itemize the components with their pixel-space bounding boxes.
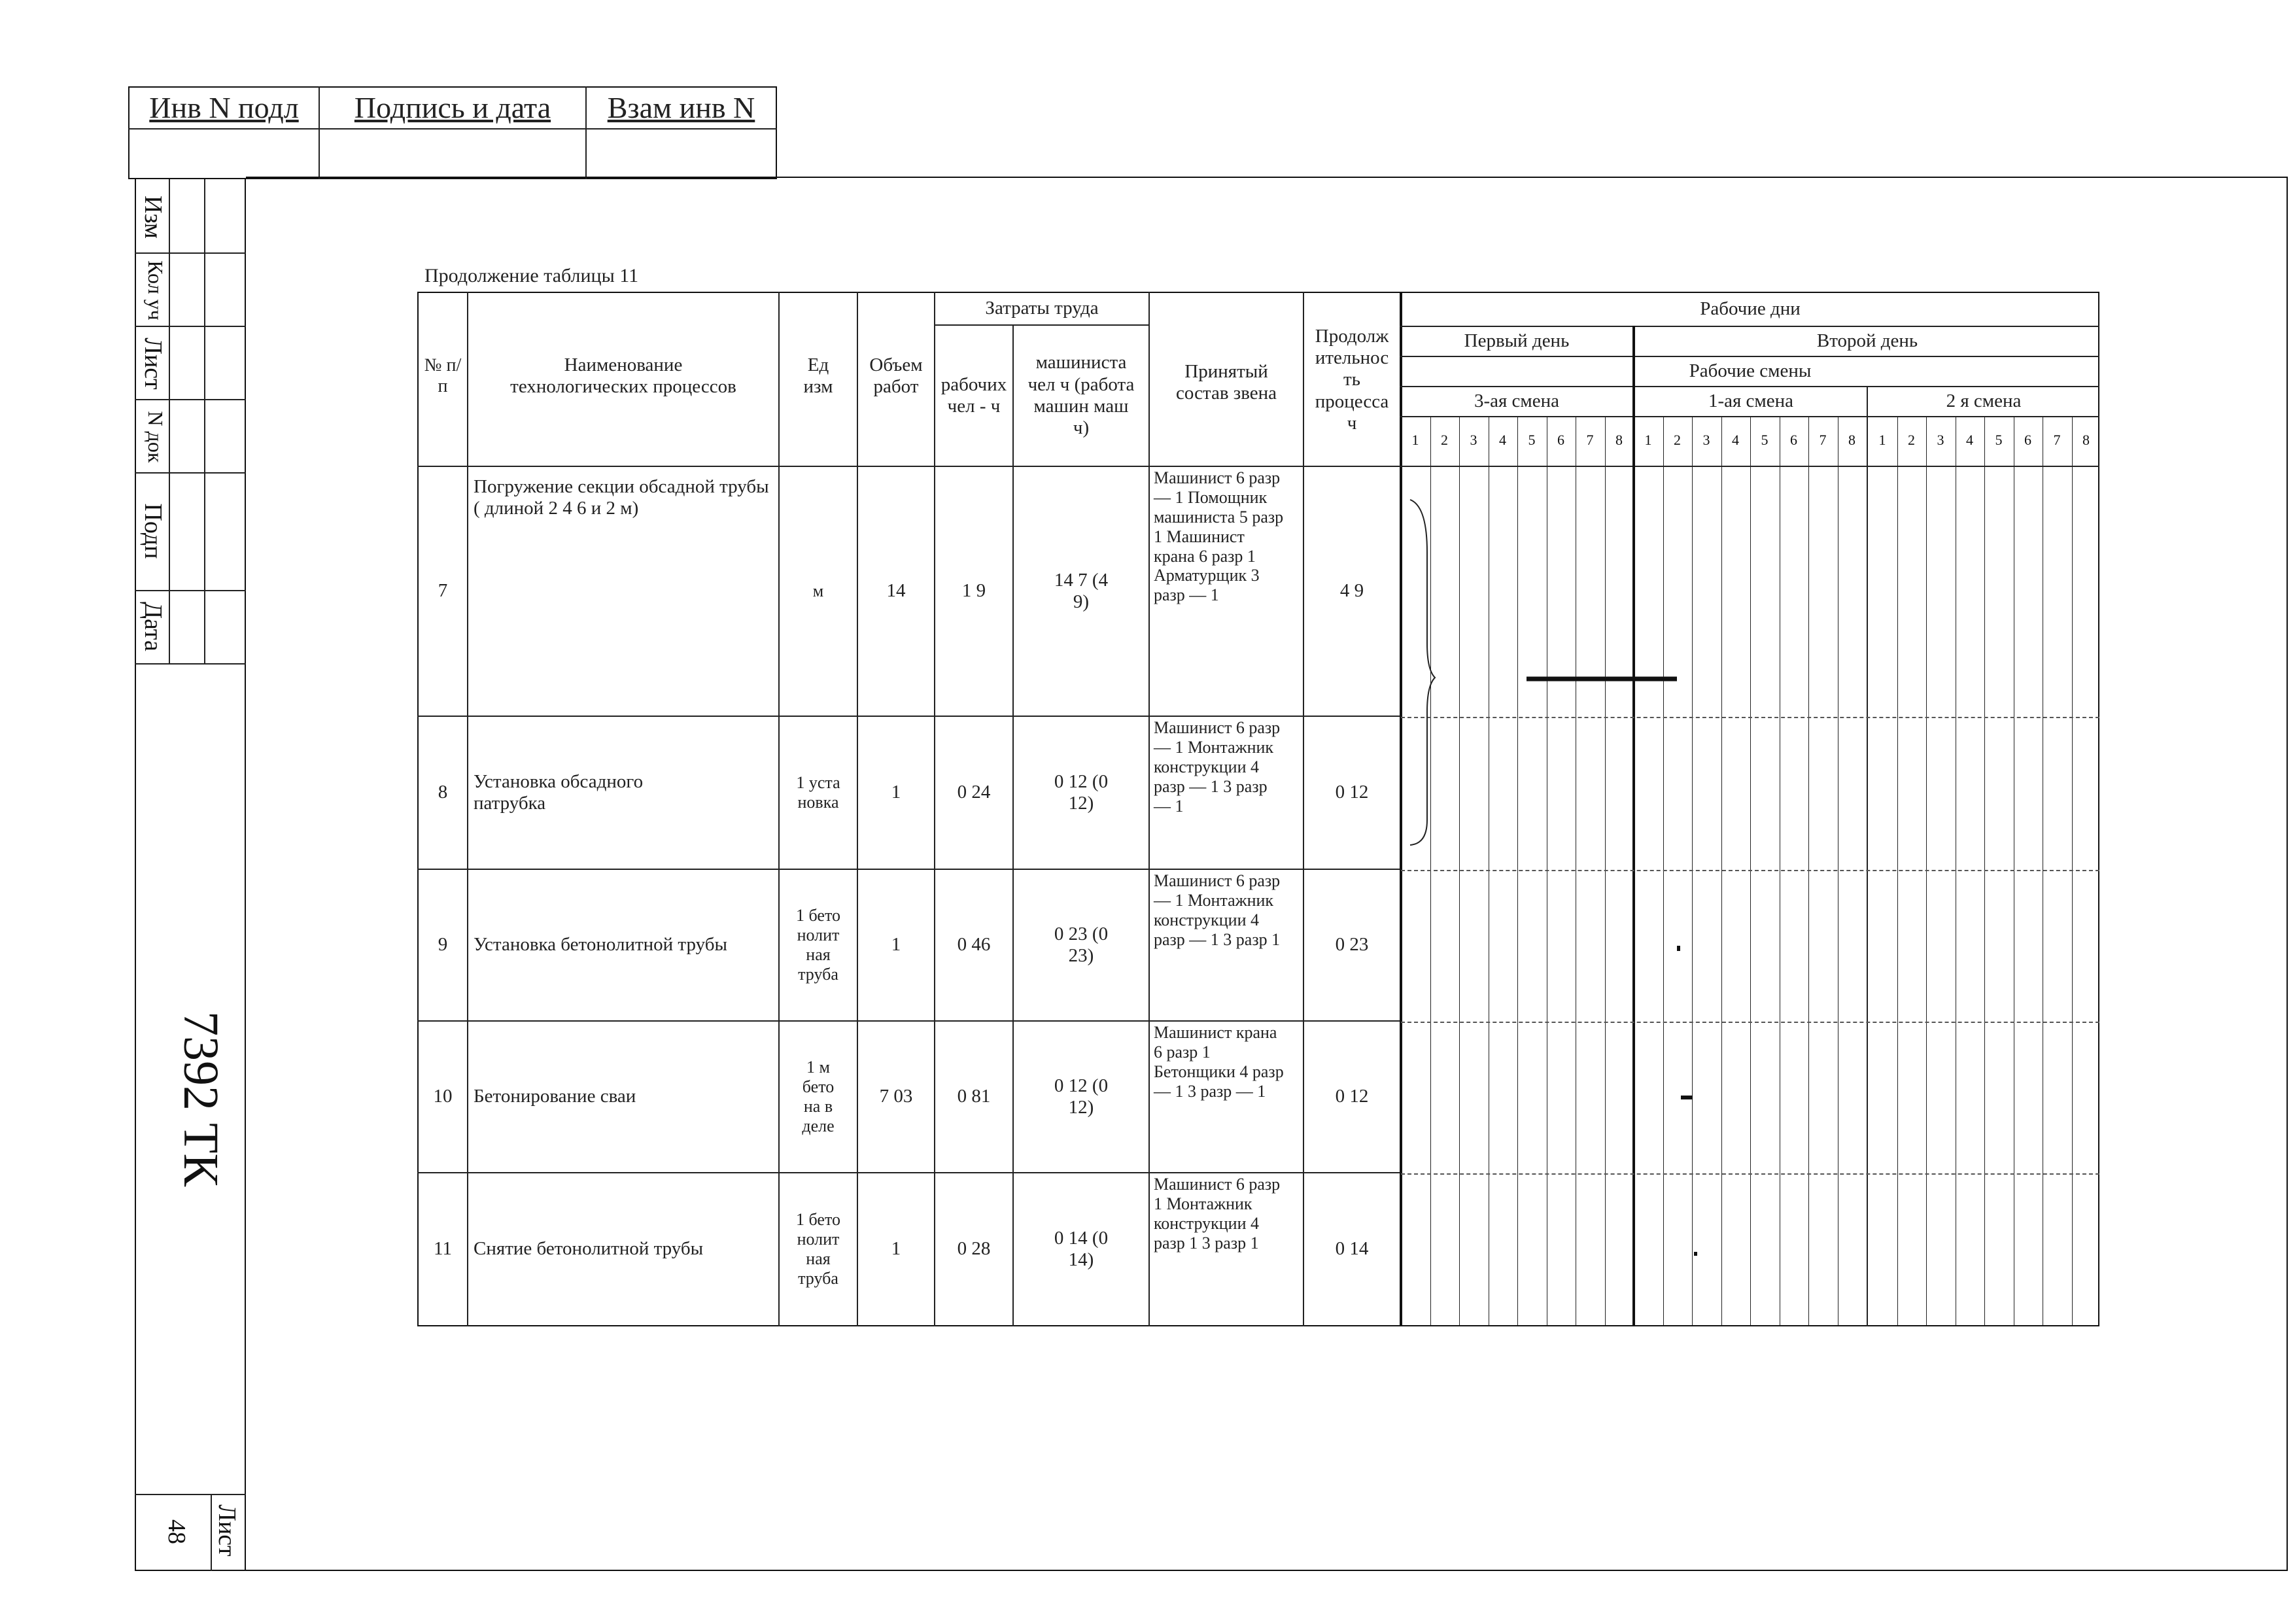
table-row-9-machinists: 0 23 (0 23) xyxy=(1054,923,1109,966)
hour-label: 5 xyxy=(1528,432,1536,448)
hour-label: 2 xyxy=(1674,432,1681,448)
hour-label: 8 xyxy=(1615,432,1623,448)
table-row-10-name: Бетонирование сваи xyxy=(474,1086,636,1107)
table-row-9-num: 9 xyxy=(438,934,448,956)
table-row-9-unit: 1 бето нолит ная труба xyxy=(796,906,840,984)
table-row-9-name: Установка бетонолитной трубы xyxy=(474,934,727,956)
table-row-8-duration: 0 12 xyxy=(1335,782,1369,803)
table-row-7-machinists: 14 7 (4 9) xyxy=(1054,569,1109,612)
header-first-day: Первый день xyxy=(1464,330,1570,352)
table-row-7-duration: 4 9 xyxy=(1339,580,1364,602)
header-unit: Ед изм xyxy=(803,354,833,397)
header-machinists: машиниста чел ч (работа машин маш ч) xyxy=(1027,352,1135,439)
table-row-8-name: Установка обсадного патрубка xyxy=(474,770,644,814)
side-label-kolch: Кол уч xyxy=(144,260,167,320)
stamp-inv-label: Инв N подл xyxy=(149,90,299,124)
table-row-11-unit: 1 бето нолит ная труба xyxy=(796,1210,840,1288)
hour-label: 4 xyxy=(1732,432,1739,448)
hour-label: 3 xyxy=(1702,432,1710,448)
hour-label: 1 xyxy=(1878,432,1886,448)
sheet-number: 48 xyxy=(163,1519,190,1544)
header-working-shifts: Рабочие смены xyxy=(1689,360,1812,382)
header-crew: Принятый состав звена xyxy=(1175,360,1277,404)
hour-label: 3 xyxy=(1470,432,1477,448)
table-row-9-volume: 1 xyxy=(891,934,901,956)
side-label-list: Лист xyxy=(139,337,167,390)
hour-label: 4 xyxy=(1499,432,1506,448)
table-row-8-crew: Машинист 6 разр — 1 Монтажник конструкции 4 разр — 1 3 разр — 1 xyxy=(1154,718,1281,816)
table-row-8-workers: 0 24 xyxy=(957,782,991,803)
table-row-11-machinists: 0 14 (0 14) xyxy=(1054,1227,1109,1270)
header-working-days: Рабочие дни xyxy=(1700,298,1801,320)
schedule-graphics xyxy=(1401,467,2099,1325)
table-row-7-unit: м xyxy=(812,581,824,601)
document-code: 7392 ТК xyxy=(173,1011,228,1187)
table-row-7-workers: 1 9 xyxy=(961,580,986,602)
header-name: Наименование технологических процессов xyxy=(510,354,736,397)
hour-label: 1 xyxy=(1644,432,1652,448)
table-row-10-unit: 1 м бето на в деле xyxy=(802,1058,835,1135)
stamp-replace-label: Взам инв N xyxy=(607,90,755,124)
table-row-11-volume: 1 xyxy=(891,1238,901,1260)
hour-label: 2 xyxy=(1441,432,1448,448)
hour-label: 8 xyxy=(2082,432,2090,448)
table-row-8-volume: 1 xyxy=(891,782,901,803)
hour-label: 5 xyxy=(1995,432,2003,448)
hour-label: 6 xyxy=(1790,432,1797,448)
hour-label: 8 xyxy=(1848,432,1855,448)
table-row-9-duration: 0 23 xyxy=(1335,934,1369,956)
hour-label: 7 xyxy=(2053,432,2061,448)
table-row-7-num: 7 xyxy=(438,580,448,602)
table-row-10-machinists: 0 12 (0 12) xyxy=(1054,1075,1109,1118)
table-row-10-workers: 0 81 xyxy=(957,1086,991,1107)
header-shift-1: 1-ая смена xyxy=(1708,390,1794,412)
side-label-ndoc: N док xyxy=(144,411,167,463)
hour-label: 2 xyxy=(1908,432,1915,448)
table-row-7-name: Погружение секции обсадной трубы ( длиной 2 4 6 и 2 м) xyxy=(474,476,769,519)
hour-label: 7 xyxy=(1819,432,1827,448)
stamp-sign-label: Подпись и дата xyxy=(354,90,551,124)
hour-label: 1 xyxy=(1411,432,1419,448)
header-num: № п/п xyxy=(424,354,462,396)
hour-label: 4 xyxy=(1966,432,1973,448)
hour-label: 6 xyxy=(1557,432,1564,448)
hour-label: 3 xyxy=(1937,432,1944,448)
header-shift-3: 3-ая смена xyxy=(1474,390,1560,412)
table-row-9-workers: 0 46 xyxy=(957,934,991,956)
table-row-10-num: 10 xyxy=(433,1086,453,1107)
table-row-11-workers: 0 28 xyxy=(957,1238,991,1260)
table-caption: Продолжение таблицы 11 xyxy=(424,264,639,286)
table-row-8-num: 8 xyxy=(438,782,448,803)
table-row-8-machinists: 0 12 (0 12) xyxy=(1054,770,1109,814)
table-row-11-duration: 0 14 xyxy=(1335,1238,1369,1260)
table-row-11-crew: Машинист 6 разр 1 Монтажник конструкции 4 разр 1 3 разр 1 xyxy=(1154,1175,1281,1253)
table-row-10-crew: Машинист крана 6 разр 1 Бетонщики 4 разр — 1 3 разр — 1 xyxy=(1154,1023,1284,1101)
table-row-11-name: Снятие бетонолитной трубы xyxy=(474,1238,704,1260)
table-row-8-unit: 1 уста новка xyxy=(796,773,840,812)
header-duration: Продолжительность процесса ч xyxy=(1315,325,1389,434)
table-row-7-crew: Машинист 6 разр — 1 Помощник машиниста 5 разр 1 Машинист крана 6 разр 1 Арматурщик 3 разр — 1 xyxy=(1154,468,1284,605)
side-label-podp: Подп xyxy=(139,503,167,559)
table-row-10-volume: 7 03 xyxy=(879,1086,913,1107)
side-label-izm: Изм xyxy=(139,196,167,239)
header-labor: Затраты труда xyxy=(985,298,1099,319)
header-shift-2: 2 я смена xyxy=(1946,390,2022,412)
table-row-11-num: 11 xyxy=(434,1238,452,1260)
table-row-7-volume: 14 xyxy=(886,580,906,602)
side-label-date: Дата xyxy=(139,602,167,651)
table-row-9-crew: Машинист 6 разр — 1 Монтажник конструкции 4 разр — 1 3 разр 1 xyxy=(1154,871,1281,949)
header-second-day: Второй день xyxy=(1816,330,1918,352)
hour-label: 7 xyxy=(1586,432,1594,448)
header-volume: Объем работ xyxy=(869,354,923,397)
header-workers: рабочих чел - ч xyxy=(940,373,1007,417)
hour-label: 6 xyxy=(2024,432,2031,448)
table-row-10-duration: 0 12 xyxy=(1335,1086,1369,1107)
sheet-label: Лист xyxy=(213,1504,241,1557)
hour-label: 5 xyxy=(1761,432,1769,448)
